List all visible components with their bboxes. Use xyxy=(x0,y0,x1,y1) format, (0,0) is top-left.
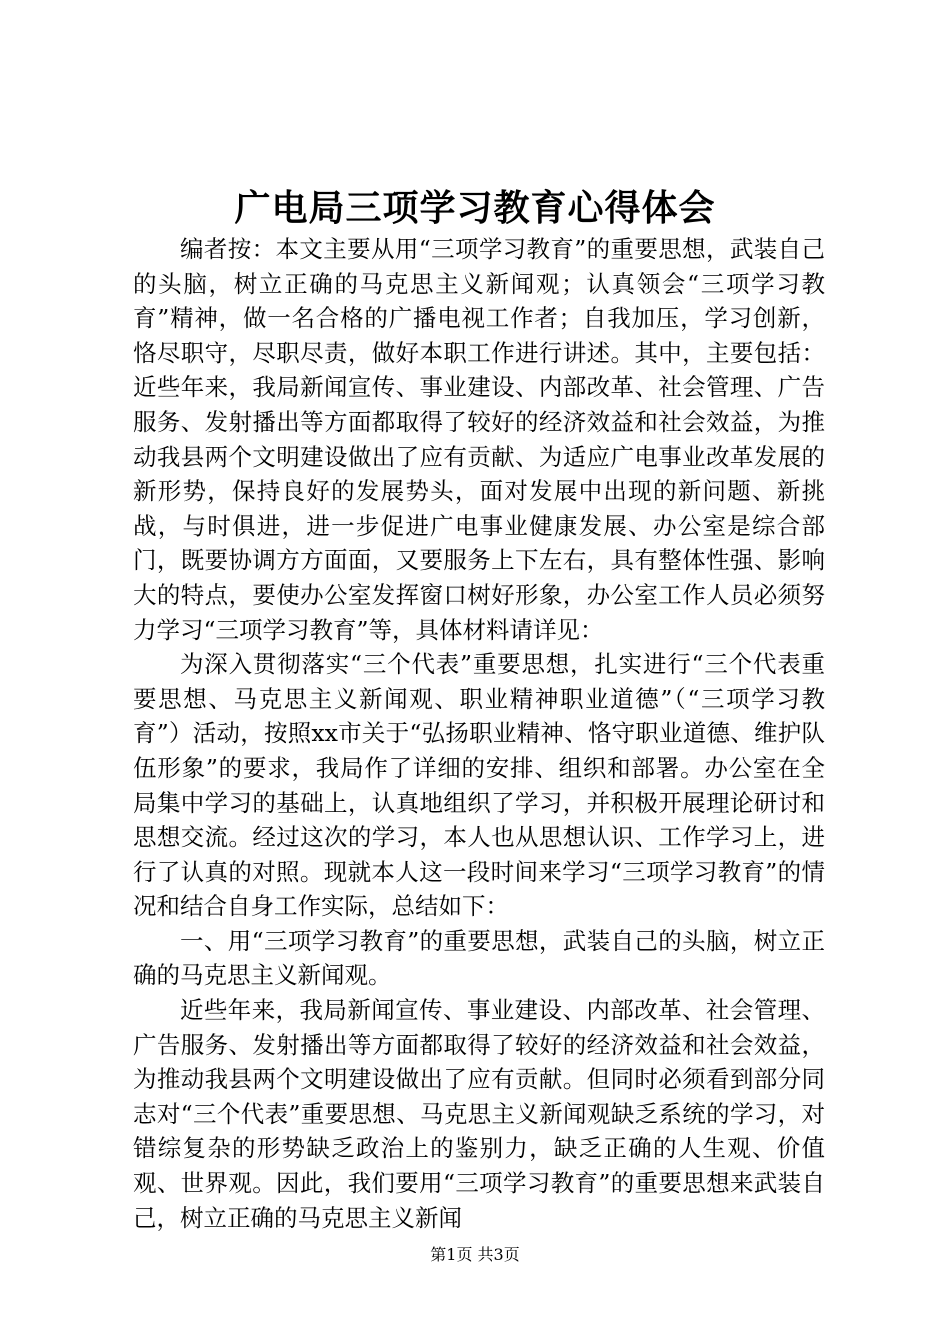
editor-note-paragraph: 编者按：本文主要从用“三项学习教育”的重要思想，武装自己的头脑，树立正确的马克思主义新闻观；认真领会“三项学习教育”精神，做一名合格的广播电视工作者；自我加压，学习创新，恪尽职守，尽职尽责，做好本职工作进行讲述。其中，主要包括：近些年来，我局新闻宣传、事业建设、内部改革、社会管理、广告服务、发射播出等方面都取得了较好的经济效益和社会效益，为推动我县两个文明建设做出了应有贡献、为适应广电事业改革发展的新形势，保持良好的发展势头，面对发展中出现的新问题、新挑战，与时俱进，进一步促进广电事业健康发展、办公室是综合部门，既要协调方方面面，又要服务上下左右，具有整体性强、影响大的特点，要使办公室发挥窗口树好形象，办公室工作人员必须努力学习“三项学习教育”等，具体材料请详见： xyxy=(133,235,825,644)
document-title: 广电局三项学习教育心得体会 xyxy=(234,187,716,229)
section-one-paragraph: 近些年来，我局新闻宣传、事业建设、内部改革、社会管理、广告服务、发射播出等方面都取得了较好的经济效益和社会效益，为推动我县两个文明建设做出了应有贡献。但同时必须看到部分同志对“三个代表”重要思想、马克思主义新闻观缺乏系统的学习，对错综复杂的形势缺乏政治上的鉴别力，缺乏正确的人生观、价值观、世界观。因此，我们要用“三项学习教育”的重要思想来武装自己，树立正确的马克思主义新闻 xyxy=(133,996,825,1232)
intro-paragraph: 为深入贯彻落实“三个代表”重要思想，扎实进行“三个代表重要思想、马克思主义新闻观、职业精神职业道德”（“三项学习教育”）活动，按照xx市关于“弘扬职业精神、恪守职业道德、维护队伍形象”的要求，我局作了详细的安排、组织和部署。办公室在全局集中学习的基础上，认真地组织了学习，并积极开展理论研讨和思想交流。经过这次的学习，本人也从思想认识、工作学习上，进行了认真的对照。现就本人这一段时间来学习“三项学习教育”的情况和结合自身工作实际，总结如下： xyxy=(133,650,825,921)
section-one-heading: 一、用“三项学习教育”的重要思想，武装自己的头脑，树立正确的马克思主义新闻观。 xyxy=(133,926,825,990)
document-body xyxy=(133,232,825,1235)
page-footer: 第1页 共3页 xyxy=(430,1245,520,1264)
